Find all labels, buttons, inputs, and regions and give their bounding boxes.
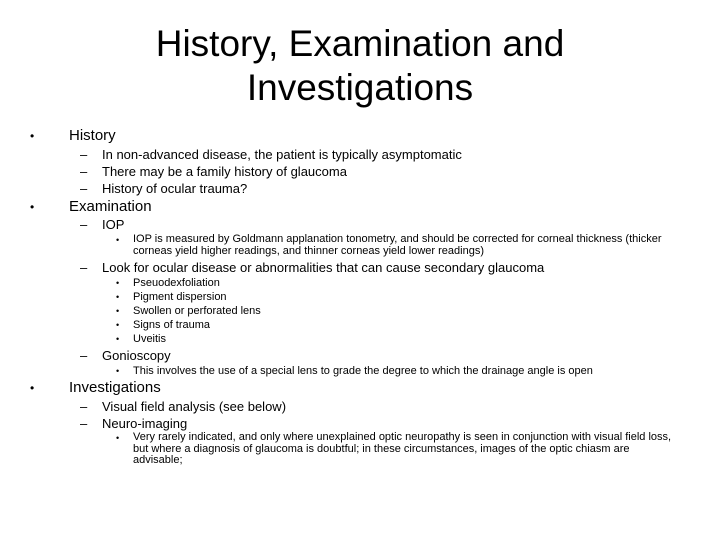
- visual-field-item: Visual field analysis (see below): [102, 399, 287, 414]
- dash-marker: –: [80, 147, 88, 162]
- iop-detail: IOP is measured by Goldmann applanation tonometry, and should be corrected for corneal thickness (thicker corneas yield higher readings, and thinner corneas yield lower readings): [133, 233, 662, 257]
- history-heading: History: [69, 127, 116, 144]
- bullet-marker: •: [116, 433, 120, 443]
- bullet-marker: •: [116, 334, 120, 344]
- slide-title: [0, 22, 720, 110]
- bullet-marker: •: [116, 306, 120, 316]
- bullet-marker: •: [30, 129, 35, 143]
- neuro-imaging-detail: Very rarely indicated, and only where unexplained optic neuropathy is seen in conjunction with visual field loss, but where a diagnosis of glaucoma is doubtful; in these circumstances, images of the optic chiasm are advisable;: [133, 431, 672, 466]
- dash-marker: –: [80, 348, 88, 363]
- gonioscopy-detail: This involves the use of a special lens to grade the degree to which the drainage angle is open: [133, 365, 593, 377]
- secondary-item: Pseuodexfoliation: [133, 277, 220, 289]
- bullet-marker: •: [116, 366, 120, 376]
- dash-marker: –: [80, 217, 88, 232]
- title-line-1: History, Examination and: [155, 23, 565, 64]
- dash-marker: –: [80, 164, 88, 179]
- gonioscopy-label: Gonioscopy: [102, 348, 171, 363]
- bullet-marker: •: [116, 320, 120, 330]
- secondary-item: Pigment dispersion: [133, 291, 227, 303]
- history-item: In non-advanced disease, the patient is typically asymptomatic: [102, 147, 462, 162]
- dash-marker: –: [80, 399, 88, 414]
- iop-label: IOP: [102, 217, 125, 232]
- secondary-glaucoma-label: Look for ocular disease or abnormalities that can cause secondary glaucoma: [102, 260, 545, 275]
- bullet-marker: •: [30, 200, 35, 214]
- dash-marker: –: [80, 181, 88, 196]
- dash-marker: –: [80, 260, 88, 275]
- neuro-imaging-label: Neuro-imaging: [102, 416, 188, 431]
- bullet-marker: •: [116, 278, 120, 288]
- history-item: History of ocular trauma?: [102, 181, 248, 196]
- history-item: There may be a family history of glaucoma: [102, 164, 347, 179]
- secondary-item: Swollen or perforated lens: [133, 305, 261, 317]
- examination-heading: Examination: [69, 198, 152, 215]
- dash-marker: –: [80, 416, 88, 431]
- bullet-marker: •: [116, 235, 120, 245]
- secondary-item: Signs of trauma: [133, 319, 211, 331]
- secondary-item: Uveitis: [133, 333, 167, 345]
- investigations-heading: Investigations: [69, 379, 161, 396]
- bullet-marker: •: [30, 381, 35, 395]
- title-line-2: Investigations: [246, 67, 474, 108]
- bullet-marker: •: [116, 292, 120, 302]
